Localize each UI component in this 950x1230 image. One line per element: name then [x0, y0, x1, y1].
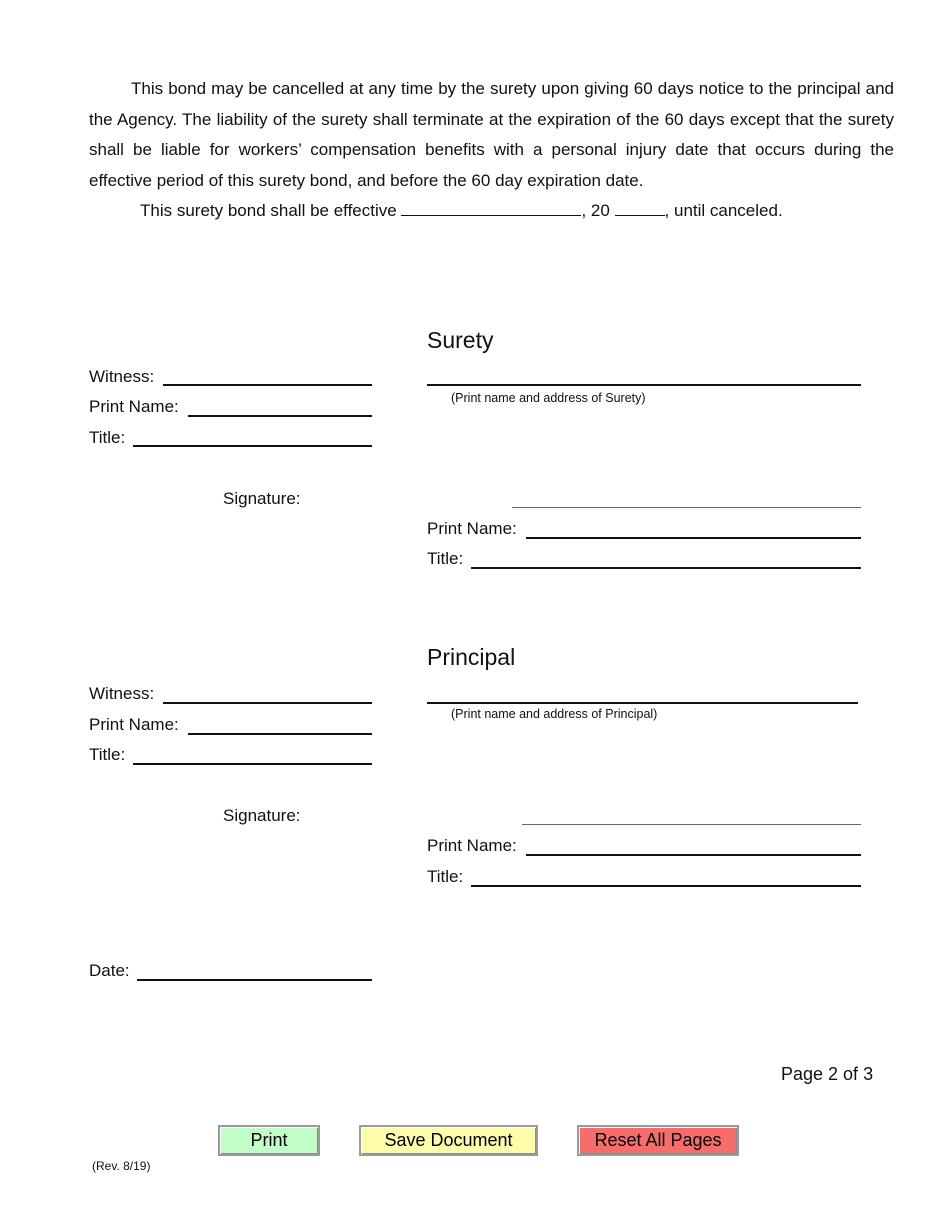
principal-signer-title-label: Title:: [427, 867, 464, 886]
principal-signature-label: Signature:: [223, 806, 301, 825]
surety-witness-title-label: Title:: [89, 428, 126, 447]
surety-witness-title-field[interactable]: [133, 445, 372, 447]
effective-date-sentence: [140, 196, 783, 226]
surety-signature-label: Signature:: [223, 489, 301, 508]
principal-witness-field[interactable]: [163, 702, 372, 704]
cancellation-paragraph: This bond may be cancelled at any time by the surety upon giving 60 days notice to the principal and the Agency. The liability of the surety shall terminate at the expiration of the 60 days except that the surety shall be liable for workers’ compensation benefits with a personal injury date that occurs during the effective period of this surety bond, and before the 60 day expiration date.: [89, 79, 894, 190]
date-field[interactable]: [137, 979, 372, 981]
principal-signer-title-field[interactable]: [471, 885, 861, 887]
surety-witness-label: Witness:: [89, 367, 155, 386]
effective-suffix: , until canceled.: [664, 201, 783, 220]
surety-signer-title-label: Title:: [427, 549, 464, 568]
principal-witness-title-label: Title:: [89, 745, 126, 764]
revision-note: (Rev. 8/19): [92, 1159, 151, 1173]
principal-witness-print-name-label: Print Name:: [89, 715, 179, 734]
effective-year-field[interactable]: [615, 201, 665, 216]
surety-signer-title-field[interactable]: [471, 567, 861, 569]
principal-name-address-field[interactable]: [427, 702, 858, 704]
effective-prefix: This surety bond shall be effective: [140, 201, 397, 220]
surety-heading: Surety: [427, 327, 494, 353]
date-label: Date:: [89, 961, 130, 980]
surety-name-address-field[interactable]: [427, 384, 861, 386]
principal-signer-print-name-field[interactable]: [526, 854, 861, 856]
print-button[interactable]: Print: [218, 1125, 320, 1156]
principal-heading: Principal: [427, 644, 516, 670]
surety-witness-print-name-field[interactable]: [188, 415, 372, 417]
principal-name-address-caption: (Print name and address of Principal): [451, 707, 658, 721]
surety-name-address-caption: (Print name and address of Surety): [451, 391, 646, 405]
effective-date-field[interactable]: [401, 201, 581, 216]
reset-all-pages-button[interactable]: Reset All Pages: [577, 1125, 739, 1156]
principal-signer-print-name-label: Print Name:: [427, 836, 517, 855]
save-document-button[interactable]: Save Document: [359, 1125, 538, 1156]
principal-witness-label: Witness:: [89, 684, 155, 703]
principal-witness-print-name-field[interactable]: [188, 733, 372, 735]
surety-signer-print-name-field[interactable]: [526, 537, 861, 539]
surety-witness-field[interactable]: [163, 384, 372, 386]
page-number: Page 2 of 3: [781, 1064, 874, 1084]
principal-signature-field[interactable]: [522, 824, 861, 825]
principal-witness-title-field[interactable]: [133, 763, 372, 765]
surety-witness-print-name-label: Print Name:: [89, 397, 179, 416]
effective-mid: , 20: [581, 201, 610, 220]
surety-signature-field[interactable]: [512, 507, 861, 508]
surety-signer-print-name-label: Print Name:: [427, 519, 517, 538]
